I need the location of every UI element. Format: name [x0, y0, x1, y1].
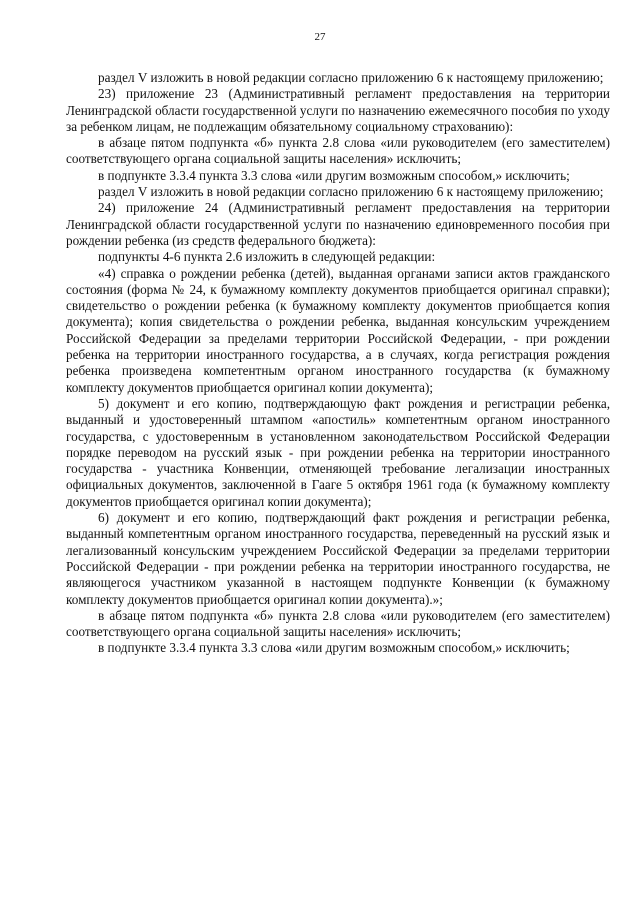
document-body — [66, 70, 610, 657]
paragraph-item-4: «4) справка о рождении ребенка (детей), выданная органами записи актов гражданского состояния (форма № 24, к бумажному комплекту документов приобщается оригинал справки); свидетельство о рождении ребенка (к бумажному комплекту документов приобщается копия документа); копия свидетельства о рождении ребенка, выданная консульским учреждением Российской Федерации за пределами территории Российской Федерации, - при рождении ребенка на территории иностранного государства, а в случаях, когда регистрация рождения ребенка произведена компетентным органом иностранного государства (к бумажному комплекту документов приобщается оригинал копии документа); — [66, 265, 610, 395]
paragraph-clause-2-8-first: в абзаце пятом подпункта «б» пункта 2.8 слова «или руководителем (его заместителем) соответствующего органа социальной защиты населения» исключить; — [66, 135, 610, 167]
paragraph-item-6: 6) документ и его копию, подтверждающий факт рождения и регистрации ребенка, выданный компетентным органом иностранного государства, переведенный на русский язык и легализованный консульским учреждением Российской Федерации за пределами территории Российской Федерации - при рождении ребенка на территории иностранного государства, не являющегося участником указанной в настоящем подпункте Конвенции (к бумажному комплекту документов приобщается оригинал копии документа).»; — [66, 510, 610, 607]
page-number: 27 — [314, 31, 326, 43]
paragraph-section-v-annex-6-second: раздел V изложить в новой редакции согласно приложению 6 к настоящему приложению; — [98, 184, 604, 200]
paragraph-section-v-annex-6-first: раздел V изложить в новой редакции согласно приложению 6 к настоящему приложению; — [98, 70, 604, 85]
paragraph-clause-2-8-second: в абзаце пятом подпункта «б» пункта 2.8 слова «или руководителем (его заместителем) соответствующего органа социальной защиты населения» исключить; — [66, 607, 610, 640]
paragraph-annex-24: 24) приложение 24 (Административный регламент предоставления на территории Ленинградской области государственной услуги по назначению единовременного пособия при рождении ребенка (из средств федерального бюджета): — [66, 200, 610, 248]
paragraph-subclause-3-3-4-first: в подпункте 3.3.4 пункта 3.3 слова «или другим возможным способом,» исключить; — [98, 167, 570, 183]
paragraph-item-5: 5) документ и его копию, подтверждающую факт рождения и регистрации ребенка, выданный и удостоверенный штампом «апостиль» компетентным органом иностранного государства, с удостоверенным в установленном законодательством Российской Федерации порядке переводом на русский язык - при рождении ребенка на территории иностранного государства - участника Конвенции, отменяющей требование легализации иностранных официальных документов, заключенной в Гааге 5 октября 1961 года (к бумажному комплекту документов приобщается оригинал копии документа); — [66, 395, 610, 509]
paragraph-subclause-3-3-4-second: в подпункте 3.3.4 пункта 3.3 слова «или другим возможным способом,» исключить; — [98, 640, 570, 656]
paragraph-annex-23: 23) приложение 23 (Административный регламент предоставления на территории Ленинградской области государственной услуги по назначению ежемесячного пособия по уходу за ребенком лицам, не подлежащим обязательному социальному страхованию): — [66, 86, 610, 134]
paragraph-subclauses-4-6-intro: подпункты 4-6 пункта 2.6 изложить в следующей редакции: — [98, 249, 436, 265]
